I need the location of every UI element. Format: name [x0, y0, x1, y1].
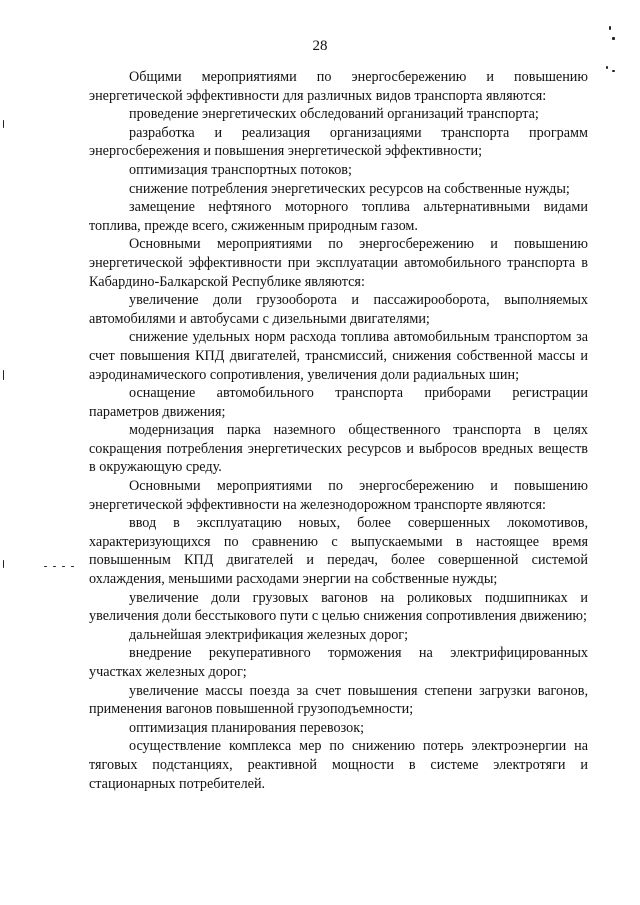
scan-speck	[71, 566, 74, 567]
paragraph: оснащение автомобильного транспорта приборами регистрации параметров движения;	[89, 385, 588, 420]
paragraph: Основными мероприятиями по энергосбережению и повышению энергетической эффективности на железнодорожном транспорте являются:	[89, 478, 588, 513]
scan-speck	[3, 370, 4, 380]
paragraph: Основными мероприятиями по энергосбережению и повышению энергетической эффективности при эксплуатации автомобильного транспорта в Кабардино-Балкарской Республике являются:	[89, 236, 588, 290]
paragraph: снижение потребления энергетических ресурсов на собственные нужды;	[129, 180, 570, 197]
paragraph: увеличение доли грузооборота и пассажирооборота, выполняемых автомобилями и автобусами с дизельными двигателями;	[89, 292, 588, 327]
paragraph: ввод в эксплуатацию новых, более совершенных локомотивов, характеризующихся по сравнению с выпускаемыми в настоящее время повышенным КПД двигателей и передач, более совершенной системой охлаждения, меньшими расходами энергии на собственные нужды;	[89, 515, 588, 588]
paragraph: осуществление комплекса мер по снижению потерь электроэнергии на тяговых подстанциях, реактивной мощности в системе электротяги и стационарных потребителей.	[89, 738, 588, 792]
paragraph: внедрение рекуперативного торможения на электрифицированных участках железных дорог;	[89, 645, 588, 680]
paragraph: дальнейшая электрификация железных дорог;	[129, 626, 409, 643]
scan-speck	[609, 26, 611, 30]
page-number: 28	[312, 38, 328, 54]
scan-speck	[62, 566, 65, 567]
scan-speck	[606, 66, 608, 69]
scan-speck	[44, 566, 47, 567]
scan-speck	[3, 560, 4, 568]
paragraph: проведение энергетических обследований организаций транспорта;	[129, 106, 539, 123]
paragraph: увеличение доли грузовых вагонов на роликовых подшипниках и увеличения доли бесстыкового пути с целью снижения сопротивления движению;	[89, 589, 588, 625]
scan-speck	[612, 37, 615, 40]
paragraph: увеличение массы поезда за счет повышения степени загрузки вагонов, применения вагонов повышенной грузоподъемности;	[89, 682, 588, 718]
paragraph: замещение нефтяного моторного топлива альтернативными видами топлива, прежде всего, сжиженным природным газом.	[89, 199, 588, 234]
paragraph: модернизация парка наземного общественного транспорта в целях сокращения потребления энергетических ресурсов и выбросов вредных веществ в окружающую среду.	[89, 422, 588, 476]
scan-speck	[53, 566, 56, 567]
paragraph: разработка и реализация организациями транспорта программ энергосбережения и повышения энергетической эффективности;	[89, 124, 588, 160]
scan-speck	[3, 120, 4, 128]
paragraph: Общими мероприятиями по энергосбережению и повышению энергетической эффективности для различных видов транспорта являются:	[89, 69, 588, 104]
paragraph: оптимизация транспортных потоков;	[129, 161, 352, 178]
document-body	[89, 68, 588, 793]
paragraph: снижение удельных норм расхода топлива автомобильным транспортом за счет повышения КПД двигателей, трансмиссий, снижения собственной массы и аэродинамического сопротивления, увеличения доли радиальных шин;	[89, 329, 588, 383]
scan-speck	[612, 70, 615, 72]
paragraph: оптимизация планирования перевозок;	[129, 719, 365, 736]
